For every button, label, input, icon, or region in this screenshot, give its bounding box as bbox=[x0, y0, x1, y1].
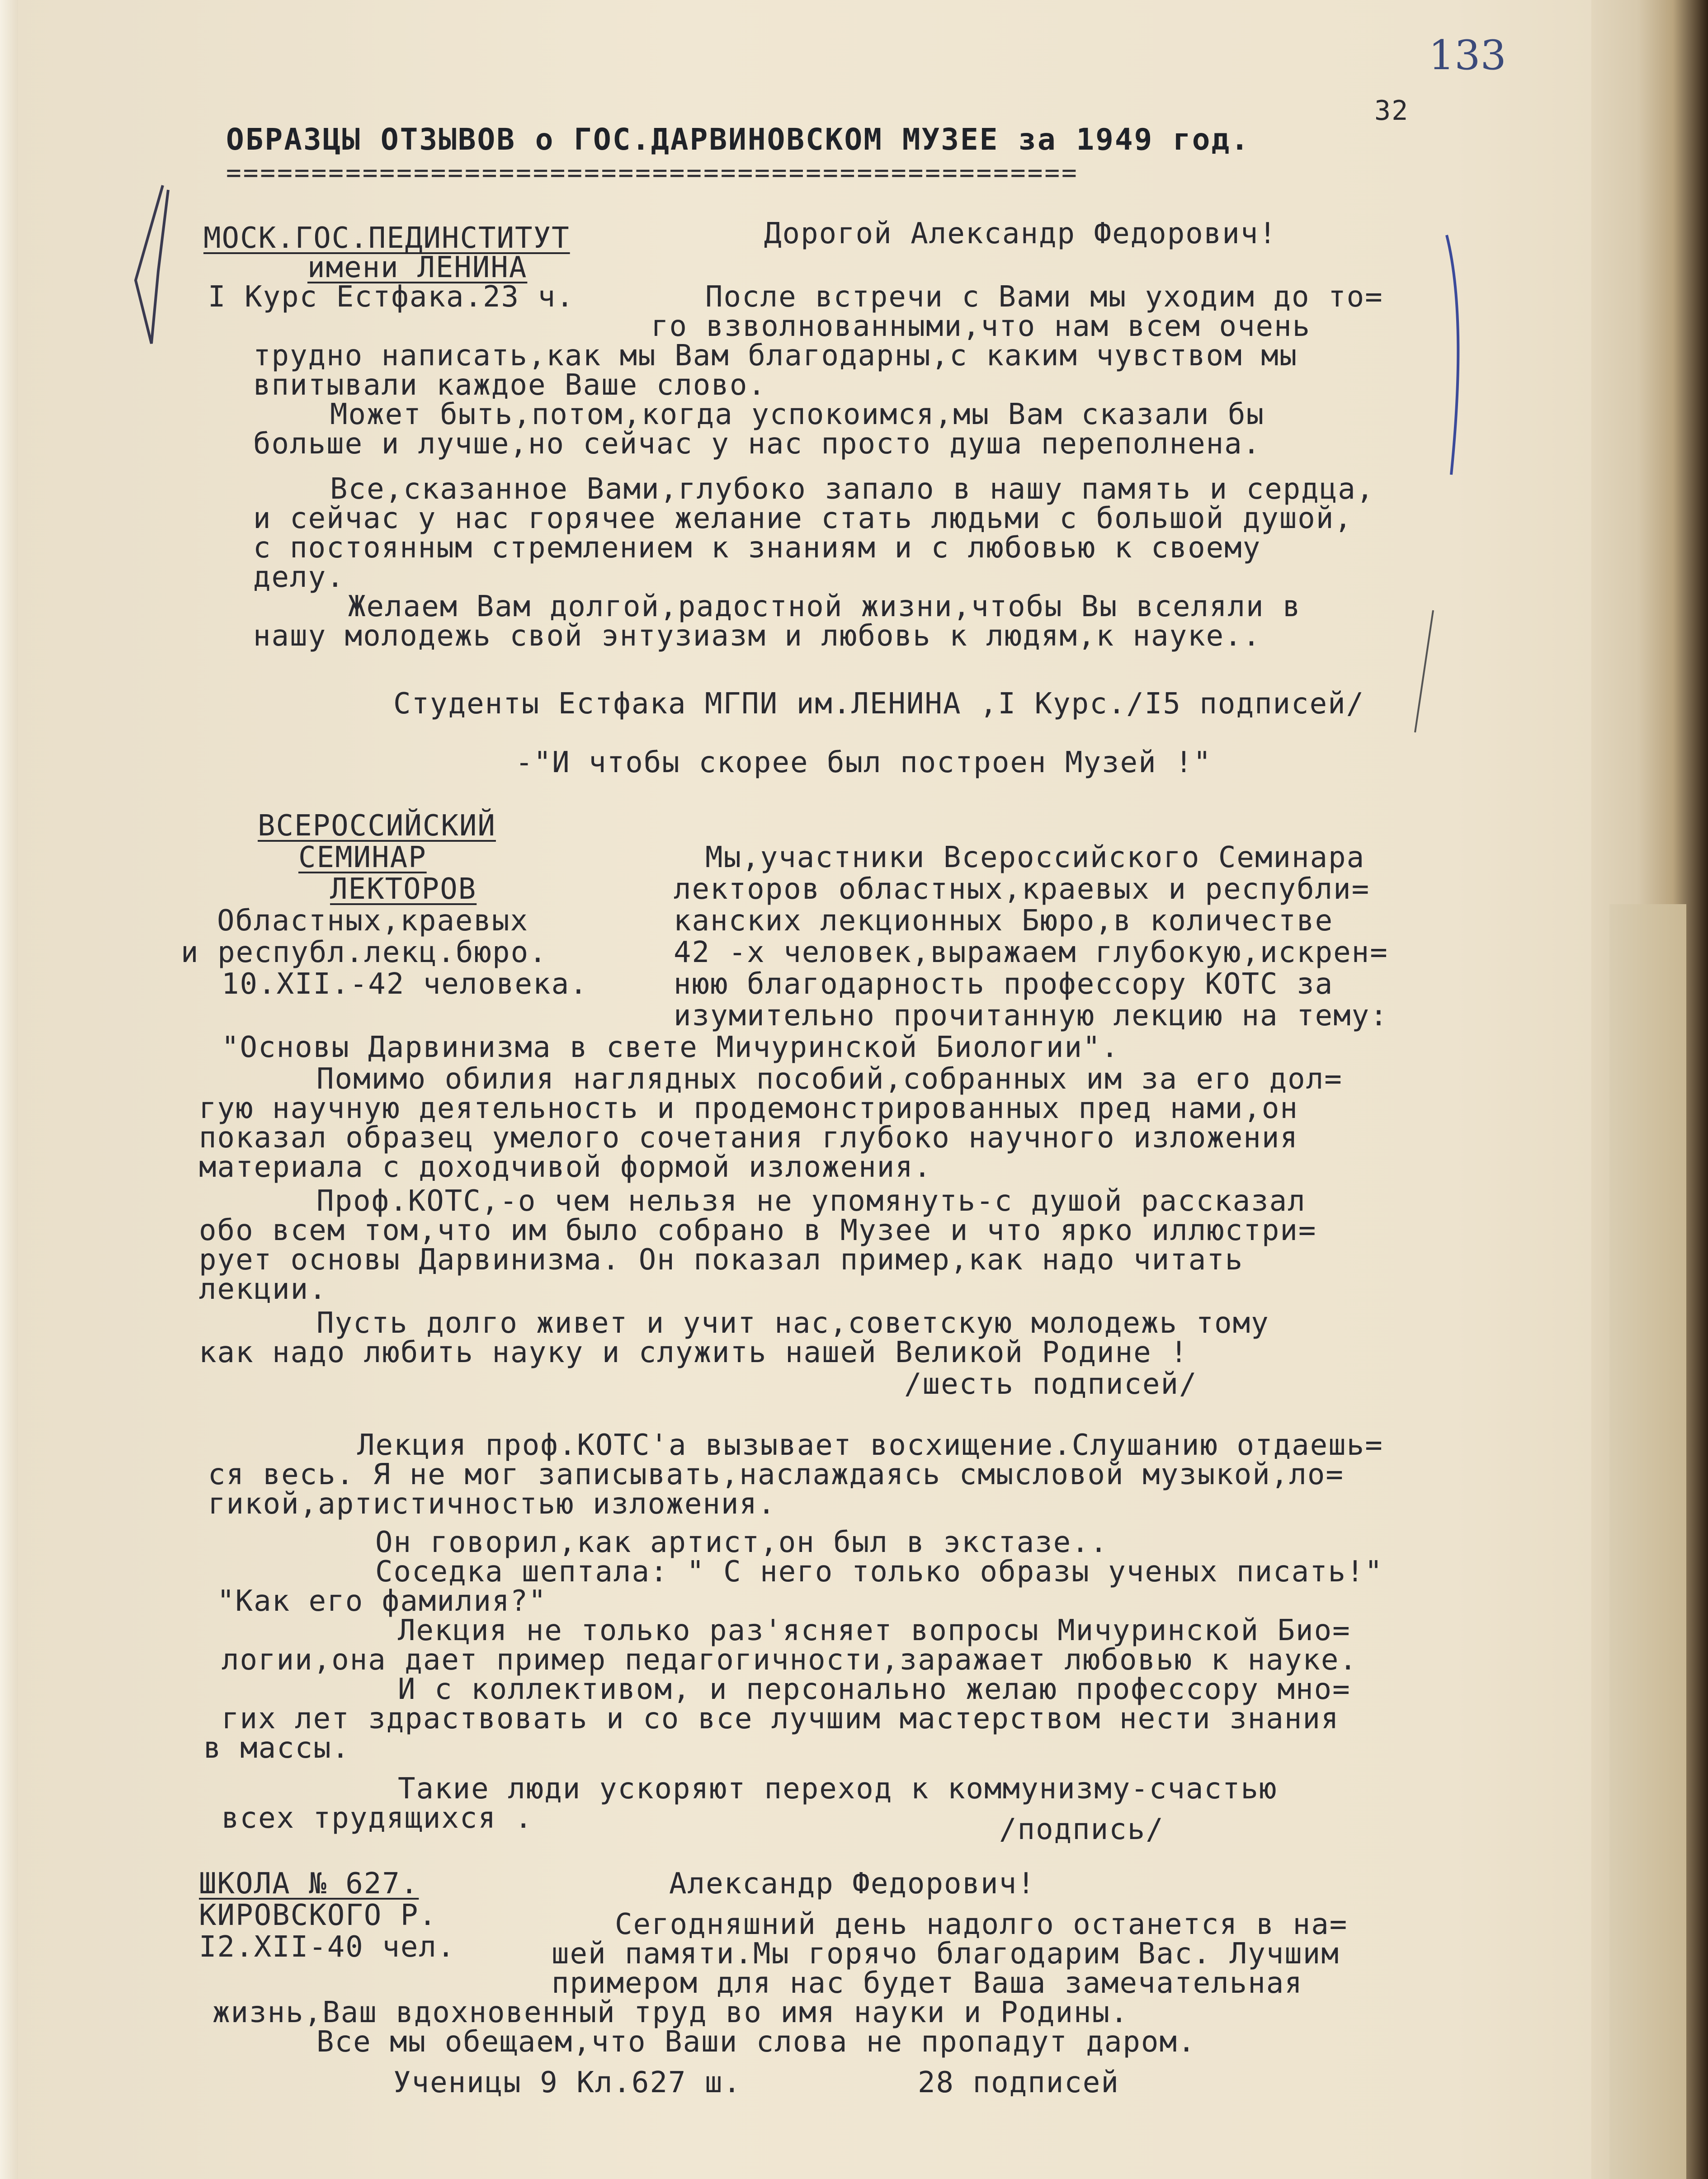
review2-line: рует основы Дарвинизма. Он показал пример,как надо читать bbox=[199, 1243, 1244, 1277]
margin-bracket-stroke bbox=[1447, 235, 1458, 475]
review3-line: гикой,артистичностью изложения. bbox=[208, 1487, 776, 1521]
review4-signature-left: Ученицы 9 Кл.627 ш. bbox=[393, 2066, 742, 2099]
review1-postscript: -"И чтобы скорее был построен Музей !" bbox=[515, 746, 1212, 779]
review3-line: И с коллективом, и персонально желаю профессору мно= bbox=[398, 1673, 1351, 1706]
review2-right-line: лекторов областных,краевых и республи= bbox=[674, 873, 1370, 906]
review1-line: трудно написать,как мы Вам благодарны,с каким чувством мы bbox=[253, 339, 1298, 373]
review1-line: Может быть,потом,когда успокоимся,мы Вам сказали бы bbox=[330, 398, 1265, 431]
review2-right-line: 42 -х человек,выражаем глубокую,искрен= bbox=[674, 936, 1388, 969]
review2-org-line4: Областных,краевых bbox=[217, 904, 529, 938]
document-title: ОБРАЗЦЫ ОТЗЫВОВ о ГОС.ДАРВИНОВСКОМ МУЗЕЕ за 1949 год. bbox=[226, 122, 1250, 157]
review4-signature-right: 28 подписей bbox=[918, 2066, 1119, 2099]
review4-org-line2: КИРОВСКОГО Р. bbox=[199, 1899, 437, 1932]
review3-line: гих лет здраствовать и со все лучшим мастерством нести знания bbox=[222, 1702, 1340, 1736]
review3-line: Соседка шептала: " С него только образы ученых писать!" bbox=[375, 1555, 1383, 1589]
review4-line: жизнь,Ваш вдохновенный труд во имя науки и Родины. bbox=[212, 1996, 1129, 2029]
review3-line: Он говорил,как артист,он был в экстазе.. bbox=[375, 1526, 1109, 1559]
review3-line: всех трудящихся . bbox=[222, 1802, 533, 1835]
review2-line: Проф.КОТС,-о чем нельзя не упомянуть-с душой рассказал bbox=[316, 1184, 1306, 1218]
page-number: 32 bbox=[1374, 95, 1409, 127]
review3-line: логии,она дает пример педагогичности,заражает любовью к науке. bbox=[222, 1643, 1358, 1677]
review2-line: Пусть долго живет и учит нас,советскую молодежь тому bbox=[316, 1306, 1269, 1340]
review1-org-line2: имени ЛЕНИНА bbox=[307, 251, 528, 284]
checkmark-stroke bbox=[136, 185, 168, 344]
title-rule: ================================================== bbox=[226, 158, 1079, 188]
review2-org-line2: СЕМИНАР bbox=[298, 841, 427, 874]
review4-org-line3: I2.XII-40 чел. bbox=[199, 1930, 456, 1964]
review1-org-line1: МОСК.ГОС.ПЕДИНСТИТУТ bbox=[203, 222, 570, 255]
review1-line: Желаем Вам долгой,радостной жизни,чтобы Вы вселяли в bbox=[348, 590, 1301, 623]
review1-line: впитывали каждое Ваше слово. bbox=[253, 368, 766, 402]
review4-line: шей памяти.Мы горячо благодарим Вас. Лучшим bbox=[552, 1937, 1340, 1971]
review2-line: гую научную деятельность и продемонстрированных пред нами,он bbox=[199, 1092, 1298, 1125]
review4-line: примером для нас будет Ваша замечательная bbox=[552, 1967, 1303, 2000]
review1-line: больше и лучше,но сейчас у нас просто душа переполнена. bbox=[253, 427, 1261, 461]
review2-line: Помимо обилия наглядных пособий,собранных им за его дол= bbox=[316, 1062, 1343, 1096]
review4-line: Сегодняшний день надолго останется в на= bbox=[615, 1908, 1348, 1941]
review2-signature: /шесть подписей/ bbox=[904, 1368, 1198, 1401]
review3-line: "Как его фамилия?" bbox=[217, 1585, 547, 1618]
review2-line: лекции. bbox=[199, 1273, 327, 1306]
review1-signature: Студенты Естфака МГПИ им.ЛЕНИНА ,I Курс./I5 подписей/ bbox=[393, 687, 1365, 721]
review1-line: и сейчас у нас горячее желание стать людьми с большой душой, bbox=[253, 502, 1353, 535]
review2-right-line: канских лекционных Бюро,в количестве bbox=[674, 904, 1334, 938]
review4-salutation: Александр Федорович! bbox=[669, 1867, 1036, 1901]
review1-line: с постоянным стремлением к знаниям и с любовью к своему bbox=[253, 531, 1261, 565]
review1-line: делу. bbox=[253, 561, 345, 594]
review1-line: го взволнованными,что нам всем очень bbox=[651, 310, 1311, 343]
review4-line: Все мы обещаем,что Ваши слова не пропадут даром. bbox=[316, 2025, 1196, 2059]
review1-line: После встречи с Вами мы уходим до то= bbox=[705, 280, 1383, 314]
pencil-stroke bbox=[1415, 610, 1433, 732]
review3-signature: /подпись/ bbox=[999, 1813, 1164, 1846]
review3-line: Такие люди ускоряют переход к коммунизму-счастью bbox=[398, 1772, 1278, 1806]
review2-org-line5: и республ.лекц.бюро. bbox=[181, 936, 547, 969]
review1-line: Все,сказанное Вами,глубоко запало в нашу память и сердца, bbox=[330, 472, 1375, 506]
review2-line: "Основы Дарвинизма в свете Мичуринской Биологии". bbox=[222, 1031, 1120, 1064]
review3-line: ся весь. Я не мог записывать,наслаждаясь смысловой музыкой,ло= bbox=[208, 1458, 1344, 1491]
review1-org-line3: I Курс Естфака.23 ч. bbox=[208, 280, 575, 314]
review3-line: Лекция не только раз'ясняет вопросы Мичуринской Био= bbox=[398, 1614, 1351, 1647]
review2-right-line: Мы,участники Всероссийского Семинара bbox=[705, 841, 1365, 874]
review2-right-line: изумительно прочитанную лекцию на тему: bbox=[674, 999, 1388, 1033]
review4-org-line1: ШКОЛА № 627. bbox=[199, 1867, 419, 1901]
archive-number: 133 bbox=[1429, 32, 1506, 79]
review2-org-line6: 10.XII.-42 человека. bbox=[222, 967, 588, 1001]
review3-line: в массы. bbox=[203, 1731, 350, 1765]
review3-line: Лекция проф.КОТС'а вызывает восхищение.Слушанию отдаешь= bbox=[357, 1429, 1383, 1462]
review2-org-line1: ВСЕРОССИЙСКИЙ bbox=[258, 809, 496, 843]
review1-line: нашу молодежь свой энтузиазм и любовь к людям,к науке.. bbox=[253, 619, 1261, 653]
review2-right-line: нюю благодарность профессору КОТС за bbox=[674, 967, 1334, 1001]
review2-org-line3: ЛЕКТОРОВ bbox=[330, 873, 477, 906]
review2-line: как надо любить науку и служить нашей Великой Родине ! bbox=[199, 1336, 1189, 1369]
review2-line: материала с доходчивой формой изложения. bbox=[199, 1151, 932, 1184]
review2-line: обо всем том,что им было собрано в Музее и что ярко иллюстри= bbox=[199, 1214, 1317, 1247]
review2-line: показал образец умелого сочетания глубоко научного изложения bbox=[199, 1121, 1298, 1155]
review1-salutation: Дорогой Александр Федорович! bbox=[764, 217, 1277, 250]
